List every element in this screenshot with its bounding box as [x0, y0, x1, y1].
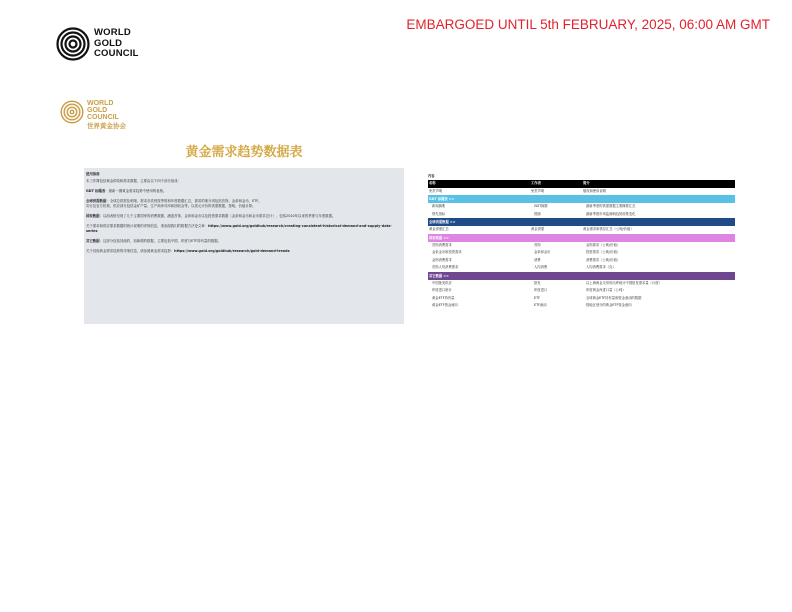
gdt-link[interactable]: https://www.gold.org/goldhub/research/gold-demand-trends: [174, 249, 290, 253]
contents-row[interactable]: [428, 257, 735, 265]
row-description: 投资需求（公吨/价值）: [586, 250, 621, 254]
row-description: 按地区划分的黄金ETF资金流向: [586, 303, 632, 307]
contents-row[interactable]: [428, 226, 735, 234]
gold-rings-icon: [60, 100, 84, 124]
row-name: 首饰消费需求: [432, 242, 452, 247]
row-sheet[interactable]: GDT摘要: [534, 204, 548, 208]
row-sheet[interactable]: 黄金供需: [531, 227, 545, 231]
guide-gdt-tables: [86, 189, 402, 194]
contents-section-row[interactable]: 其它数据 >>: [428, 272, 735, 280]
wgc-rings-icon: [56, 27, 90, 61]
row-sheet[interactable]: 预测: [534, 211, 541, 216]
global-text: ：全球总供需及明细，需求各类别按季度和年度数据汇总，需求的细分项包括首饰、金条和金币、ETF。: [106, 199, 262, 203]
global-text-line2: 央行及官方机构，供应部分包括金矿产量、生产商净对冲和回收金等。以美元计价的供需数据，按吨、价值计算。: [86, 204, 256, 208]
row-description: 全球黄金ETF持有量和资金流动的数据: [586, 295, 642, 300]
row-sheet[interactable]: ETF流动: [534, 303, 547, 307]
contents-label: 内容: [428, 174, 435, 178]
contents-table: [428, 172, 735, 310]
other-text: ：这部分包括其他的，如新增的数据，主要包括中国、印度与ETF持有量的数据。: [99, 239, 222, 243]
row-name: 黄金ETF持有量: [432, 295, 455, 300]
contents-row[interactable]: [428, 242, 735, 250]
logo-line-gold: GOLD: [94, 37, 123, 49]
row-name: 金条金币和投资需求: [432, 250, 462, 254]
gdt-text: ：最新一期黄金需求趋势中使用的表格。: [105, 189, 167, 193]
row-description: 人均消费需求（克）: [586, 265, 616, 269]
more-info-text: 关于其他黄金需求趋势的详细信息，请参阅黄金需求趋势：: [86, 249, 175, 253]
row-description: 以上海黄金交易所出库统计中国批发需求量（月度）: [586, 280, 662, 285]
row-sheet[interactable]: 批发: [534, 280, 541, 285]
guide-country-data: [86, 214, 402, 219]
row-sheet[interactable]: 首饰: [534, 242, 541, 247]
contents-row[interactable]: [428, 295, 735, 303]
row-description: 金饰需求（公吨/价值）: [586, 242, 621, 247]
row-sheet[interactable]: 消费: [534, 257, 541, 262]
row-name: 新闻摘要: [432, 204, 446, 208]
row-description: 印度黄金净进口量（公吨）: [586, 288, 626, 292]
guide-more-info: [86, 249, 402, 254]
contents-row[interactable]: [428, 280, 735, 288]
gold-logo-line-world: WORLD: [87, 100, 114, 107]
row-sheet[interactable]: 金条和金币: [534, 250, 551, 254]
row-name: 黄金供需汇总: [429, 227, 449, 231]
contents-row[interactable]: [428, 211, 735, 219]
gdt-label: GDT 标题表: [86, 189, 106, 193]
row-sheet[interactable]: ETF: [534, 295, 540, 300]
logo-line-council: COUNCIL: [94, 48, 139, 60]
contents-section-row[interactable]: 国家数据 >>: [428, 234, 735, 242]
contents-row[interactable]: [428, 203, 735, 211]
contents-row[interactable]: [428, 287, 735, 295]
logo-line-world: WORLD: [94, 27, 131, 39]
row-description: 最新季度市场监测和趋势前景变化: [586, 211, 636, 216]
contents-section-row[interactable]: GDT 标题表 >>: [428, 195, 735, 203]
contents-row[interactable]: [428, 188, 735, 196]
row-description: 版权和使用说明: [583, 188, 607, 193]
row-sheet[interactable]: 印度进口: [534, 288, 548, 292]
gold-logo-line-cn: 世界黄金协会: [87, 122, 126, 130]
country-text: ：以前表格呈现了几个主要国家的消费数据，涵盖首饰、金条和金币以及投资需求数据（金条和金币和金币需求总计），包括2010年以来的季度与年度数据。: [99, 214, 336, 218]
guide-other-data: [86, 239, 402, 244]
global-label: 全球供需数据: [86, 199, 107, 203]
gold-logo-line-gold: GOLD: [87, 107, 108, 115]
wgc-logo: [56, 27, 139, 61]
usage-guide-panel: [84, 168, 404, 324]
row-name: 黄金ETF资金流向: [432, 303, 458, 307]
row-description: 消费需求（公吨/价值）: [586, 257, 621, 262]
row-name: 印度进口统计: [432, 288, 452, 292]
other-label: 其它数据: [86, 239, 100, 243]
row-sheet[interactable]: 免责声明: [531, 188, 545, 193]
row-name: 中国批发供应: [432, 280, 452, 285]
row-sheet[interactable]: 人均消费: [534, 265, 548, 269]
row-description: 最新季度的供需数据主要概要汇总: [586, 204, 636, 208]
header-sheet: 工作表: [531, 181, 541, 185]
embargo-notice: EMBARGOED UNTIL 5th FEBRUARY, 2025, 06:00 AM GMT: [406, 17, 770, 32]
country-label: 国家数据: [86, 214, 100, 218]
contents-rows: [428, 188, 735, 310]
row-description: 黄金需求和供应汇总（公吨/价值）: [583, 227, 634, 231]
contents-row[interactable]: [428, 302, 735, 310]
contents-row[interactable]: [428, 264, 735, 272]
gold-logo: [60, 100, 126, 130]
methodology-text: 关于需求和供应需求数据的统计说明的详细信息，请参阅我们的数据方法论文章：: [86, 224, 209, 228]
document-title: 黄金需求趋势数据表: [185, 145, 303, 160]
header-description: 简介: [583, 181, 590, 185]
guide-heading: 使用指南: [86, 172, 100, 176]
row-name: 领先指标: [432, 211, 446, 216]
guide-methodology: [86, 224, 402, 234]
guide-global-data: [86, 199, 402, 209]
methodology-link[interactable]: https://www.gold.org/goldhub/research/creating-consistent-historical-demand-and-supply-data-series: [86, 224, 392, 233]
contents-section-row[interactable]: 全球供需数据 >>: [428, 218, 735, 226]
header-name: 名称: [429, 181, 436, 185]
contents-row[interactable]: [428, 249, 735, 257]
contents-header-row: [428, 180, 735, 188]
guide-intro: 本工作簿包括黄金供给和需求数据，主要由以下四个部分组成：: [86, 179, 181, 183]
row-name: 首饰人均消费需求: [432, 265, 459, 269]
gold-logo-line-council: COUNCIL: [87, 114, 119, 122]
row-name: 免责声明: [429, 188, 443, 193]
row-name: 金饰消费需求: [432, 257, 452, 262]
